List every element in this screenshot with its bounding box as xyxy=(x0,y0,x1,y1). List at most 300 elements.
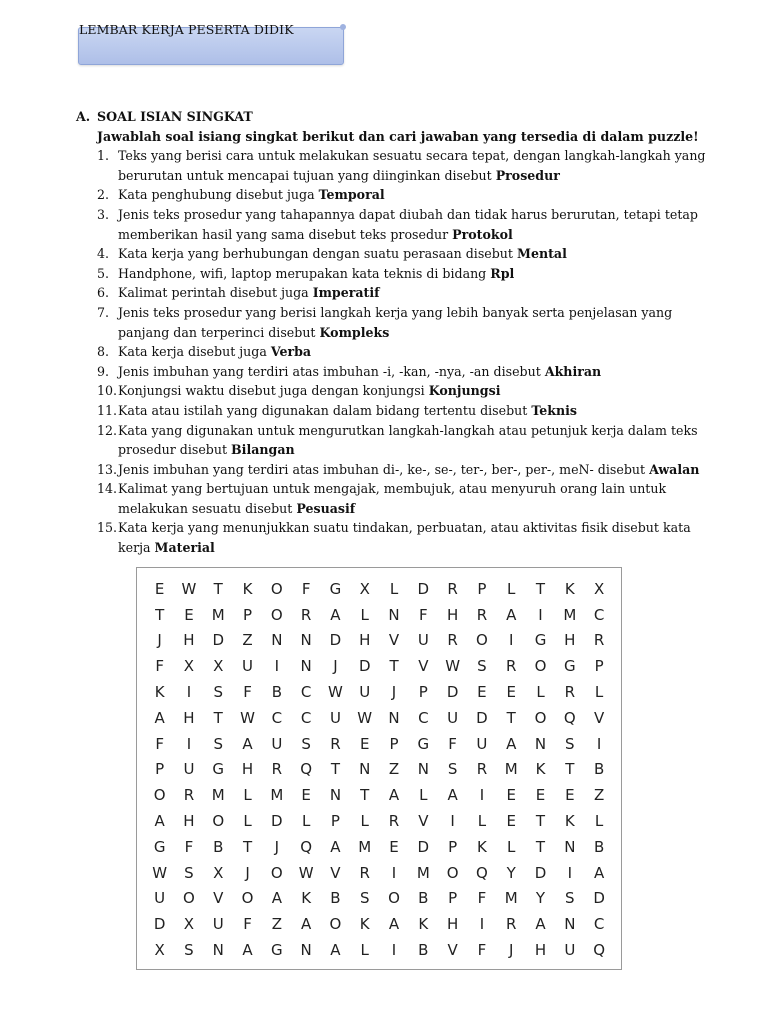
section-title: SOAL ISIAN SINGKAT xyxy=(97,109,253,124)
puzzle-cell[interactable]: M xyxy=(211,605,225,624)
puzzle-cell[interactable]: V xyxy=(330,863,341,882)
puzzle-cell[interactable]: U xyxy=(212,915,224,934)
puzzle-cell[interactable]: I xyxy=(479,915,485,934)
question-number: 7. xyxy=(97,304,110,320)
puzzle-cell[interactable]: B xyxy=(271,683,282,702)
puzzle-cell[interactable]: F xyxy=(155,734,164,753)
puzzle-cell[interactable]: E xyxy=(506,786,516,805)
question-number: 3. xyxy=(97,206,110,222)
puzzle-cell[interactable]: F xyxy=(301,579,311,598)
puzzle-cell[interactable]: F xyxy=(243,915,252,934)
puzzle-cell[interactable]: P xyxy=(448,837,458,856)
puzzle-cell[interactable]: I xyxy=(508,631,514,650)
puzzle-cell[interactable]: J xyxy=(391,683,397,702)
word-search-puzzle xyxy=(136,567,622,970)
puzzle-cell[interactable]: G xyxy=(329,579,342,598)
puzzle-cell[interactable]: L xyxy=(507,837,516,856)
question-text xyxy=(118,479,706,518)
puzzle-cell[interactable]: F xyxy=(155,657,164,676)
puzzle-cell[interactable]: H xyxy=(359,631,371,650)
puzzle-cell[interactable]: E xyxy=(389,837,399,856)
puzzle-cell[interactable]: Q xyxy=(593,941,605,960)
puzzle-cell[interactable]: M xyxy=(504,889,518,908)
puzzle-cell[interactable]: D xyxy=(593,889,605,908)
puzzle-cell[interactable]: K xyxy=(535,760,546,779)
puzzle-row xyxy=(145,911,614,937)
puzzle-cell[interactable]: L xyxy=(243,786,252,805)
puzzle-cell[interactable]: N xyxy=(564,837,576,856)
puzzle-cell[interactable]: S xyxy=(477,657,487,676)
puzzle-cell[interactable]: R xyxy=(271,760,283,779)
puzzle-cell[interactable]: W xyxy=(328,683,343,702)
puzzle-cell[interactable]: A xyxy=(154,708,165,727)
puzzle-cell[interactable]: D xyxy=(212,631,225,650)
puzzle-cell[interactable]: B xyxy=(593,760,605,779)
question-answer: Mental xyxy=(517,246,567,262)
puzzle-cell[interactable]: N xyxy=(564,915,576,934)
puzzle-cell[interactable]: R xyxy=(505,657,517,676)
puzzle-cell[interactable]: H xyxy=(564,631,576,650)
question-prompt: Jenis teks prosedur yang tahapannya dapat diubah dan tidak harus berurutan, tetapi tetap memberikan hasil yang sama disebut teks prosedur xyxy=(118,206,698,242)
puzzle-cell[interactable]: W xyxy=(357,708,373,727)
puzzle-cell[interactable]: T xyxy=(213,579,223,598)
puzzle-cell[interactable]: Y xyxy=(535,889,546,908)
question-item xyxy=(76,518,706,557)
puzzle-cell[interactable]: I xyxy=(391,941,397,960)
puzzle-cell[interactable]: D xyxy=(446,683,459,702)
puzzle-cell[interactable]: T xyxy=(506,708,516,727)
puzzle-cell[interactable]: X xyxy=(593,579,605,598)
question-text xyxy=(118,342,706,362)
puzzle-cell[interactable]: U xyxy=(154,889,166,908)
puzzle-cell[interactable]: A xyxy=(388,786,400,805)
puzzle-cell[interactable]: C xyxy=(271,708,283,727)
puzzle-cell[interactable]: M xyxy=(211,786,225,805)
puzzle-cell[interactable]: N xyxy=(212,941,224,960)
puzzle-cell[interactable]: M xyxy=(270,786,284,805)
puzzle-cell[interactable]: A xyxy=(535,915,546,934)
puzzle-cell[interactable]: K xyxy=(564,812,575,831)
question-text xyxy=(118,421,706,460)
puzzle-cell[interactable]: P xyxy=(448,889,458,908)
puzzle-cell[interactable]: K xyxy=(242,579,253,598)
question-number: 12. xyxy=(97,422,118,438)
question-text xyxy=(118,205,706,244)
puzzle-cell[interactable]: M xyxy=(504,760,518,779)
puzzle-cell[interactable]: A xyxy=(506,734,517,753)
puzzle-cell[interactable]: F xyxy=(243,683,252,702)
puzzle-cell[interactable]: X xyxy=(213,863,224,882)
question-item xyxy=(76,146,706,185)
puzzle-cell[interactable]: E xyxy=(477,683,487,702)
question-answer: Prosedur xyxy=(495,167,560,183)
question-prompt: Kalimat yang bertujuan untuk mengajak, membujuk, atau menyuruh orang lain untuk melakukan sesuatu disebut xyxy=(118,481,667,516)
puzzle-cell[interactable]: F xyxy=(184,837,194,856)
puzzle-cell[interactable]: K xyxy=(301,889,312,908)
puzzle-cell[interactable]: L xyxy=(594,812,604,831)
puzzle-cell[interactable]: P xyxy=(594,657,604,676)
puzzle-row xyxy=(145,653,614,679)
puzzle-cell[interactable]: R xyxy=(505,915,517,934)
puzzle-cell[interactable]: D xyxy=(358,657,371,676)
puzzle-cell[interactable]: A xyxy=(593,863,605,882)
puzzle-cell[interactable]: U xyxy=(417,631,429,650)
puzzle-cell[interactable]: S xyxy=(213,683,223,702)
puzzle-cell[interactable]: L xyxy=(477,812,487,831)
puzzle-cell[interactable]: T xyxy=(535,837,546,856)
puzzle-cell[interactable]: O xyxy=(270,579,283,598)
puzzle-cell[interactable]: U xyxy=(359,683,371,702)
puzzle-cell[interactable]: L xyxy=(360,812,369,831)
puzzle-cell[interactable]: J xyxy=(333,657,338,676)
puzzle-cell[interactable]: L xyxy=(389,579,399,598)
question-answer: Teknis xyxy=(531,402,578,418)
question-prompt: Jenis teks prosedur yang berisi langkah kerja yang lebih banyak serta penjelasan yang panjang dan terperinci disebut xyxy=(118,304,673,340)
puzzle-cell[interactable]: O xyxy=(241,889,254,908)
puzzle-cell[interactable]: R xyxy=(447,631,458,650)
puzzle-cell[interactable]: N xyxy=(359,760,371,779)
puzzle-cell[interactable]: T xyxy=(330,760,341,779)
puzzle-cell[interactable]: T xyxy=(389,657,399,676)
puzzle-cell[interactable]: P xyxy=(155,760,165,779)
puzzle-cell[interactable]: I xyxy=(567,863,573,882)
puzzle-cell[interactable]: Z xyxy=(388,760,400,779)
puzzle-cell[interactable]: B xyxy=(213,837,224,856)
puzzle-cell[interactable]: D xyxy=(476,708,488,727)
puzzle-cell[interactable]: F xyxy=(477,941,487,960)
puzzle-cell[interactable]: L xyxy=(507,579,516,598)
question-answer: Material xyxy=(154,540,215,556)
puzzle-cell[interactable]: W xyxy=(298,863,314,882)
puzzle-cell[interactable]: I xyxy=(596,734,602,753)
puzzle-cell[interactable]: R xyxy=(447,579,458,598)
puzzle-cell[interactable]: S xyxy=(184,941,194,960)
puzzle-cell[interactable]: M xyxy=(563,605,577,624)
puzzle-grid xyxy=(145,576,614,963)
puzzle-cell[interactable]: K xyxy=(154,683,165,702)
puzzle-cell[interactable]: N xyxy=(534,734,547,753)
puzzle-cell[interactable]: O xyxy=(183,889,195,908)
puzzle-cell[interactable]: Y xyxy=(506,863,516,882)
puzzle-cell[interactable]: O xyxy=(446,863,459,882)
section-heading xyxy=(76,107,706,127)
question-prompt: Kata kerja disebut juga xyxy=(118,344,267,360)
puzzle-cell[interactable]: U xyxy=(242,657,254,676)
puzzle-cell[interactable]: H xyxy=(183,708,195,727)
puzzle-cell[interactable]: N xyxy=(388,605,400,624)
question-text xyxy=(118,146,706,185)
question-answer: Imperatif xyxy=(312,285,380,301)
question-item xyxy=(76,264,706,284)
puzzle-cell[interactable]: U xyxy=(564,941,576,960)
puzzle-cell[interactable]: R xyxy=(564,683,576,702)
puzzle-cell[interactable]: Z xyxy=(593,786,605,805)
puzzle-cell[interactable]: J xyxy=(508,941,514,960)
puzzle-cell[interactable]: E xyxy=(301,786,311,805)
puzzle-cell[interactable]: O xyxy=(329,915,342,934)
puzzle-cell[interactable]: E xyxy=(184,605,194,624)
puzzle-cell[interactable]: Q xyxy=(563,708,576,727)
puzzle-cell[interactable]: V xyxy=(418,812,429,831)
puzzle-row xyxy=(145,679,614,705)
puzzle-cell[interactable]: M xyxy=(416,863,430,882)
puzzle-cell[interactable]: P xyxy=(389,734,399,753)
question-number: 8. xyxy=(97,344,110,360)
puzzle-cell[interactable]: R xyxy=(183,786,195,805)
puzzle-cell[interactable]: I xyxy=(186,734,192,753)
puzzle-cell[interactable]: D xyxy=(153,915,166,934)
question-answer: Akhiran xyxy=(544,363,602,379)
puzzle-cell[interactable]: E xyxy=(506,683,516,702)
puzzle-cell[interactable]: H xyxy=(241,760,254,779)
puzzle-row xyxy=(145,731,614,757)
puzzle-cell[interactable]: N xyxy=(300,657,312,676)
puzzle-cell[interactable]: T xyxy=(213,708,223,727)
puzzle-cell[interactable]: H xyxy=(446,605,459,624)
puzzle-cell[interactable]: R xyxy=(330,734,341,753)
puzzle-cell[interactable]: J xyxy=(245,863,250,882)
puzzle-cell[interactable]: X xyxy=(154,941,165,960)
question-item xyxy=(76,342,706,362)
puzzle-row xyxy=(145,757,614,783)
puzzle-cell[interactable]: T xyxy=(242,837,253,856)
puzzle-cell[interactable]: L xyxy=(243,812,252,831)
puzzle-cell[interactable]: Q xyxy=(300,760,313,779)
question-item xyxy=(76,479,706,518)
puzzle-cell[interactable]: H xyxy=(183,812,195,831)
puzzle-cell[interactable]: T xyxy=(565,760,575,779)
puzzle-row xyxy=(145,782,614,808)
puzzle-cell[interactable]: L xyxy=(360,605,369,624)
puzzle-cell[interactable]: I xyxy=(274,657,280,676)
instruction-text: Jawablah soal isiang singkat berikut dan cari jawaban yang tersedia di dalam puzzle! xyxy=(97,128,699,144)
puzzle-cell[interactable]: G xyxy=(417,734,430,753)
puzzle-cell[interactable]: I xyxy=(391,863,397,882)
question-item xyxy=(76,205,706,244)
puzzle-cell[interactable]: F xyxy=(448,734,457,753)
question-text xyxy=(118,401,706,421)
puzzle-cell[interactable]: K xyxy=(564,579,575,598)
puzzle-cell[interactable]: P xyxy=(418,683,428,702)
puzzle-cell[interactable]: Z xyxy=(242,631,253,650)
puzzle-cell[interactable]: O xyxy=(270,863,283,882)
puzzle-cell[interactable]: A xyxy=(447,786,458,805)
puzzle-cell[interactable]: L xyxy=(419,786,428,805)
puzzle-cell[interactable]: O xyxy=(388,889,400,908)
puzzle-cell[interactable]: K xyxy=(418,915,429,934)
puzzle-cell[interactable]: X xyxy=(213,657,224,676)
puzzle-cell[interactable]: C xyxy=(593,915,605,934)
puzzle-cell[interactable]: U xyxy=(447,708,459,727)
puzzle-row xyxy=(145,860,614,886)
puzzle-cell[interactable]: N xyxy=(388,708,400,727)
puzzle-cell[interactable]: L xyxy=(360,941,369,960)
puzzle-cell[interactable]: G xyxy=(534,631,547,650)
question-prompt: Konjungsi waktu disebut juga dengan konjungsi xyxy=(118,383,425,399)
puzzle-cell[interactable]: E xyxy=(535,786,546,805)
puzzle-cell[interactable]: J xyxy=(157,631,162,650)
puzzle-cell[interactable]: S xyxy=(213,734,223,753)
puzzle-cell[interactable]: T xyxy=(155,605,165,624)
puzzle-cell[interactable]: A xyxy=(301,915,312,934)
question-number: 2. xyxy=(97,187,110,203)
question-prompt: Teks yang berisi cara untuk melakukan sesuatu secara tepat, dengan langkah-langkah yang berurutan untuk mencapai tujuan yang diinginkan disebut xyxy=(118,148,706,183)
question-prompt: Kata atau istilah yang digunakan dalam bidang tertentu disebut xyxy=(118,402,528,418)
question-answer: Temporal xyxy=(318,187,385,203)
puzzle-cell[interactable]: E xyxy=(154,579,165,598)
puzzle-cell[interactable]: R xyxy=(300,605,312,624)
puzzle-cell[interactable]: V xyxy=(388,631,400,650)
section-letter: A. xyxy=(76,109,91,124)
puzzle-cell[interactable]: P xyxy=(243,605,253,624)
puzzle-cell[interactable]: K xyxy=(476,837,487,856)
puzzle-cell[interactable]: A xyxy=(271,889,282,908)
puzzle-cell[interactable]: N xyxy=(300,631,312,650)
puzzle-cell[interactable]: X xyxy=(183,657,195,676)
puzzle-cell[interactable]: H xyxy=(183,631,195,650)
puzzle-cell[interactable]: V xyxy=(447,941,458,960)
puzzle-cell[interactable]: J xyxy=(274,837,280,856)
puzzle-cell[interactable]: S xyxy=(184,863,194,882)
puzzle-cell[interactable]: N xyxy=(300,941,312,960)
puzzle-cell[interactable]: T xyxy=(535,579,546,598)
puzzle-cell[interactable]: A xyxy=(242,941,253,960)
puzzle-cell[interactable]: C xyxy=(300,683,312,702)
puzzle-cell[interactable]: Z xyxy=(271,915,282,934)
puzzle-cell[interactable]: U xyxy=(183,760,195,779)
puzzle-cell[interactable]: W xyxy=(181,579,197,598)
puzzle-cell[interactable]: E xyxy=(565,786,575,805)
puzzle-cell[interactable]: I xyxy=(186,683,192,702)
puzzle-cell[interactable]: L xyxy=(536,683,545,702)
puzzle-cell[interactable]: P xyxy=(330,812,340,831)
puzzle-cell[interactable]: I xyxy=(450,812,455,831)
puzzle-cell[interactable]: F xyxy=(419,605,428,624)
puzzle-cell[interactable]: A xyxy=(330,837,341,856)
puzzle-cell[interactable]: U xyxy=(329,708,341,727)
puzzle-cell[interactable]: G xyxy=(153,837,166,856)
puzzle-cell[interactable]: N xyxy=(329,786,342,805)
puzzle-cell[interactable]: L xyxy=(594,683,604,702)
puzzle-cell[interactable]: N xyxy=(417,760,429,779)
puzzle-cell[interactable]: O xyxy=(153,786,166,805)
puzzle-cell[interactable]: S xyxy=(301,734,311,753)
puzzle-cell[interactable]: O xyxy=(534,657,547,676)
puzzle-cell[interactable]: O xyxy=(476,631,488,650)
puzzle-cell[interactable]: T xyxy=(535,812,546,831)
question-prompt: Jenis imbuhan yang terdiri atas imbuhan di-, ke-, se-, ter-, ber-, per-, meN- disebut xyxy=(118,461,646,477)
puzzle-cell[interactable]: A xyxy=(330,941,341,960)
puzzle-cell[interactable]: O xyxy=(212,812,225,831)
puzzle-row xyxy=(145,808,614,834)
puzzle-cell[interactable]: L xyxy=(301,812,311,831)
puzzle-row xyxy=(145,576,614,602)
puzzle-cell[interactable]: O xyxy=(534,708,547,727)
question-prompt: Handphone, wifi, laptop merupakan kata teknis di bidang xyxy=(118,265,487,281)
puzzle-cell[interactable]: R xyxy=(359,863,370,882)
puzzle-cell[interactable]: A xyxy=(330,605,341,624)
puzzle-cell[interactable]: C xyxy=(418,708,429,727)
puzzle-cell[interactable]: F xyxy=(477,889,487,908)
puzzle-cell[interactable]: W xyxy=(152,863,168,882)
puzzle-cell[interactable]: R xyxy=(593,631,605,650)
puzzle-cell[interactable]: D xyxy=(329,631,342,650)
puzzle-cell[interactable]: B xyxy=(330,889,341,908)
puzzle-cell[interactable]: X xyxy=(183,915,195,934)
question-answer: Awalan xyxy=(649,461,700,477)
puzzle-cell[interactable]: G xyxy=(212,760,225,779)
puzzle-row xyxy=(145,886,614,912)
puzzle-cell[interactable]: G xyxy=(563,657,576,676)
puzzle-cell[interactable]: E xyxy=(506,812,516,831)
puzzle-cell[interactable]: O xyxy=(270,605,283,624)
puzzle-cell[interactable]: X xyxy=(359,579,370,598)
puzzle-cell[interactable]: V xyxy=(418,657,429,676)
question-number: 15. xyxy=(97,520,118,536)
puzzle-cell[interactable]: B xyxy=(418,889,429,908)
puzzle-cell[interactable]: A xyxy=(154,812,165,831)
puzzle-cell[interactable]: H xyxy=(446,915,459,934)
puzzle-cell[interactable]: A xyxy=(242,734,253,753)
puzzle-cell[interactable]: H xyxy=(534,941,547,960)
puzzle-cell[interactable]: P xyxy=(477,579,487,598)
puzzle-cell[interactable]: R xyxy=(476,760,488,779)
puzzle-cell[interactable]: B xyxy=(593,837,605,856)
puzzle-cell[interactable]: I xyxy=(479,786,485,805)
puzzle-cell[interactable]: C xyxy=(300,708,312,727)
puzzle-cell[interactable]: B xyxy=(418,941,429,960)
puzzle-cell[interactable]: D xyxy=(417,579,430,598)
puzzle-cell[interactable]: W xyxy=(240,708,255,727)
puzzle-row xyxy=(145,628,614,654)
puzzle-cell[interactable]: R xyxy=(476,605,488,624)
question-item xyxy=(76,283,706,303)
puzzle-cell[interactable]: V xyxy=(593,708,605,727)
puzzle-cell[interactable]: S xyxy=(565,734,575,753)
puzzle-cell[interactable]: S xyxy=(359,889,370,908)
puzzle-cell[interactable]: S xyxy=(447,760,458,779)
puzzle-cell[interactable]: K xyxy=(359,915,370,934)
puzzle-cell[interactable]: N xyxy=(271,631,283,650)
puzzle-cell[interactable]: C xyxy=(593,605,605,624)
puzzle-cell[interactable]: W xyxy=(445,657,461,676)
puzzle-cell[interactable]: S xyxy=(565,889,575,908)
puzzle-row xyxy=(145,602,614,628)
puzzle-cell[interactable]: A xyxy=(388,915,400,934)
puzzle-cell[interactable]: Q xyxy=(476,863,488,882)
puzzle-cell[interactable]: U xyxy=(476,734,488,753)
puzzle-cell[interactable]: M xyxy=(358,837,372,856)
question-item xyxy=(76,303,706,342)
question-answer: Pesuasif xyxy=(296,500,356,516)
puzzle-cell[interactable]: D xyxy=(271,812,283,831)
puzzle-cell[interactable]: G xyxy=(271,941,283,960)
puzzle-cell[interactable]: D xyxy=(534,863,547,882)
page-title: LEMBAR KERJA PESERTA DIDIK xyxy=(79,22,294,37)
question-item xyxy=(76,185,706,205)
puzzle-cell[interactable]: E xyxy=(359,734,370,753)
puzzle-cell[interactable]: I xyxy=(538,605,543,624)
puzzle-cell[interactable]: R xyxy=(388,812,400,831)
question-number: 6. xyxy=(97,285,110,301)
puzzle-cell[interactable]: A xyxy=(506,605,517,624)
puzzle-cell[interactable]: T xyxy=(360,786,370,805)
puzzle-cell[interactable]: U xyxy=(271,734,283,753)
question-answer: Verba xyxy=(270,344,312,360)
puzzle-cell[interactable]: Q xyxy=(300,837,313,856)
puzzle-cell[interactable]: V xyxy=(213,889,224,908)
puzzle-cell[interactable]: D xyxy=(417,837,430,856)
